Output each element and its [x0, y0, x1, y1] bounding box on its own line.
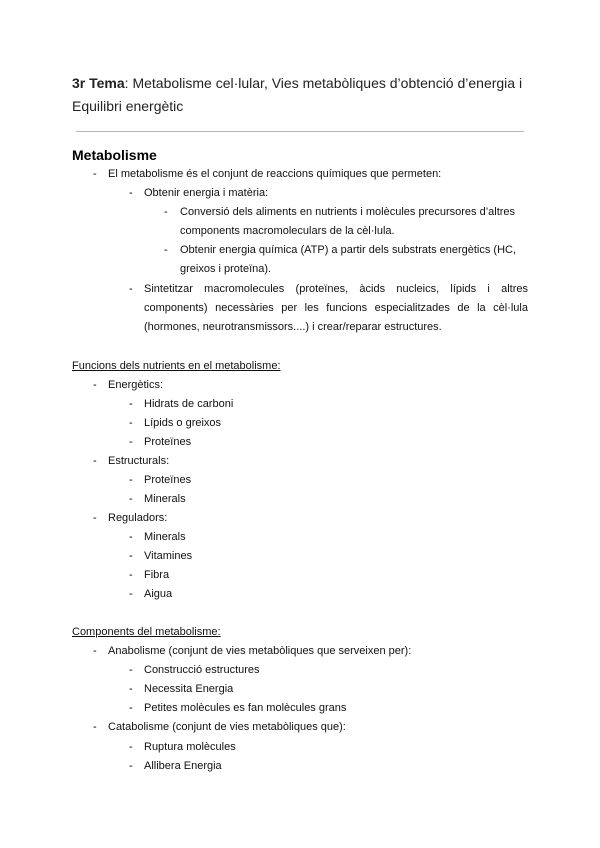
title-rest: : Metabolisme cel·lular, Vies metabòliques d’obtenció d’energia i Equilibri energètic [72, 75, 523, 114]
list-item: Proteïnes [144, 436, 192, 448]
bullet-dash: - [129, 702, 133, 714]
bullet-dash: - [93, 512, 97, 524]
list-item: Obtenir energia i matèria: [144, 187, 269, 199]
section-heading-funcions: Funcions dels nutrients en el metabolisme: [72, 360, 281, 372]
list-item-continuation: components macromoleculars de la cèl·lula. [180, 225, 395, 237]
list-item: Minerals [144, 493, 186, 505]
bullet-dash: - [93, 721, 97, 733]
list-item: Reguladors: [108, 512, 168, 524]
bullet-dash: - [129, 683, 133, 695]
page-title [72, 72, 532, 118]
section-heading-metabolisme: Metabolisme [72, 147, 157, 163]
list-item: Obtenir energia química (ATP) a partir dels substrats energètics (HC, [180, 244, 517, 256]
list-item: Anabolisme (conjunt de vies metabòliques que serveixen per): [108, 645, 412, 657]
list-item-continuation: greixos i proteïna). [180, 263, 272, 275]
list-item: Construcció estructures [144, 664, 260, 676]
bullet-dash: - [129, 531, 133, 543]
bullet-dash: - [164, 244, 168, 256]
list-item: Proteïnes [144, 474, 192, 486]
bullet-dash: - [129, 474, 133, 486]
bullet-dash: - [129, 417, 133, 429]
bullet-dash: - [129, 760, 133, 772]
bullet-dash: - [129, 741, 133, 753]
list-item: Fibra [144, 569, 170, 581]
list-item: Hidrats de carboni [144, 398, 234, 410]
list-item: Conversió dels aliments en nutrients i molècules precursores d’altres [180, 206, 516, 218]
list-item: Aigua [144, 588, 173, 600]
bullet-dash: - [93, 455, 97, 467]
list-item: Petites molècules es fan molècules grans [144, 702, 347, 714]
list-item: Energètics: [108, 379, 164, 391]
bullet-dash: - [93, 168, 97, 180]
list-item: Necessita Energia [144, 683, 234, 695]
list-item: Sintetitzar macromolecules (proteïnes, àcids nucleics, lípids i altres [144, 283, 528, 295]
bullet-dash: - [93, 645, 97, 657]
list-item: Lípids o greixos [144, 417, 222, 429]
bullet-dash: - [164, 206, 168, 218]
bullet-dash: - [129, 436, 133, 448]
list-item: Allibera Energia [144, 760, 222, 772]
list-item: Minerals [144, 531, 186, 543]
bullet-dash: - [129, 569, 133, 581]
title-bold: 3r Tema [72, 75, 125, 91]
list-item: El metabolisme és el conjunt de reaccions químiques que permeten: [108, 168, 442, 180]
list-item: Vitamines [144, 550, 193, 562]
bullet-dash: - [129, 664, 133, 676]
list-item-continuation: components) necessàries per les funcions especialitzades de la cèl·lula [144, 302, 528, 314]
bullet-dash: - [129, 493, 133, 505]
list-item: Catabolisme (conjunt de vies metabòliques que): [108, 721, 346, 733]
list-item-continuation: (hormones, neurotransmissors....) i crear/reparar estructures. [144, 321, 442, 333]
list-item: Ruptura molècules [144, 741, 236, 753]
bullet-dash: - [129, 283, 133, 295]
horizontal-divider [76, 131, 524, 132]
list-item: Estructurals: [108, 455, 170, 467]
bullet-dash: - [129, 588, 133, 600]
bullet-dash: - [129, 398, 133, 410]
bullet-dash: - [129, 550, 133, 562]
bullet-dash: - [129, 187, 133, 199]
section-heading-components: Components del metabolisme: [72, 626, 221, 638]
bullet-dash: - [93, 379, 97, 391]
